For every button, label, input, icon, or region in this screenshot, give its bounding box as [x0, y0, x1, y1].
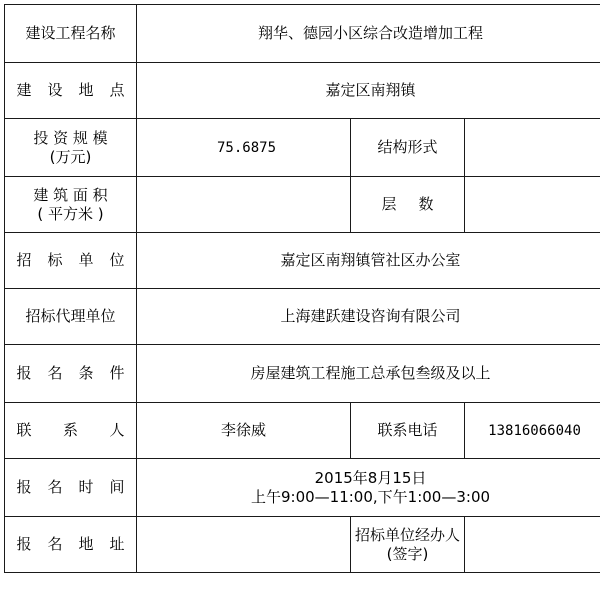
tenderer-value: 嘉定区南翔镇管社区办公室 [137, 233, 600, 289]
location-label: 建 设 地 点 [5, 63, 137, 119]
tenderer-label: 招 标 单 位 [5, 233, 137, 289]
investment-value: 75.6875 [137, 119, 351, 177]
conditions-value: 房屋建筑工程施工总承包叁级及以上 [137, 345, 600, 403]
area-value [137, 177, 351, 233]
contact-label: 联 系 人 [5, 403, 137, 459]
row-contact [5, 403, 600, 459]
agent-label: 招标代理单位 [5, 289, 137, 345]
row-agent [5, 289, 600, 345]
agent-value: 上海建跃建设咨询有限公司 [137, 289, 600, 345]
conditions-label: 报 名 条 件 [5, 345, 137, 403]
address-value [137, 517, 351, 573]
investment-label: 投 资 规 模 (万元) [5, 119, 137, 177]
signer-label: 招标单位经办人 (签字) [351, 517, 465, 573]
contact-value: 李徐威 [137, 403, 351, 459]
row-area [5, 177, 600, 233]
structure-type-value [465, 119, 600, 177]
signer-value [465, 517, 600, 573]
address-label: 报 名 地 址 [5, 517, 137, 573]
row-address [5, 517, 600, 573]
floors-value [465, 177, 600, 233]
time-label: 报 名 时 间 [5, 459, 137, 517]
structure-type-label: 结构形式 [351, 119, 465, 177]
row-tenderer [5, 233, 600, 289]
row-time [5, 459, 600, 517]
time-value: 2015年8月15日 上午9:00—11:00,下午1:00—3:00 [137, 459, 600, 517]
row-project-name [5, 5, 600, 63]
floors-label: 层 数 [351, 177, 465, 233]
row-location [5, 63, 600, 119]
project-name-value: 翔华、德园小区综合改造增加工程 [137, 5, 600, 63]
project-name-label: 建设工程名称 [5, 5, 137, 63]
area-label: 建 筑 面 积 ( 平方米 ) [5, 177, 137, 233]
location-value: 嘉定区南翔镇 [137, 63, 600, 119]
row-investment [5, 119, 600, 177]
phone-label: 联系电话 [351, 403, 465, 459]
row-conditions [5, 345, 600, 403]
registration-form-table [4, 4, 600, 573]
phone-value: 13816066040 [465, 403, 600, 459]
